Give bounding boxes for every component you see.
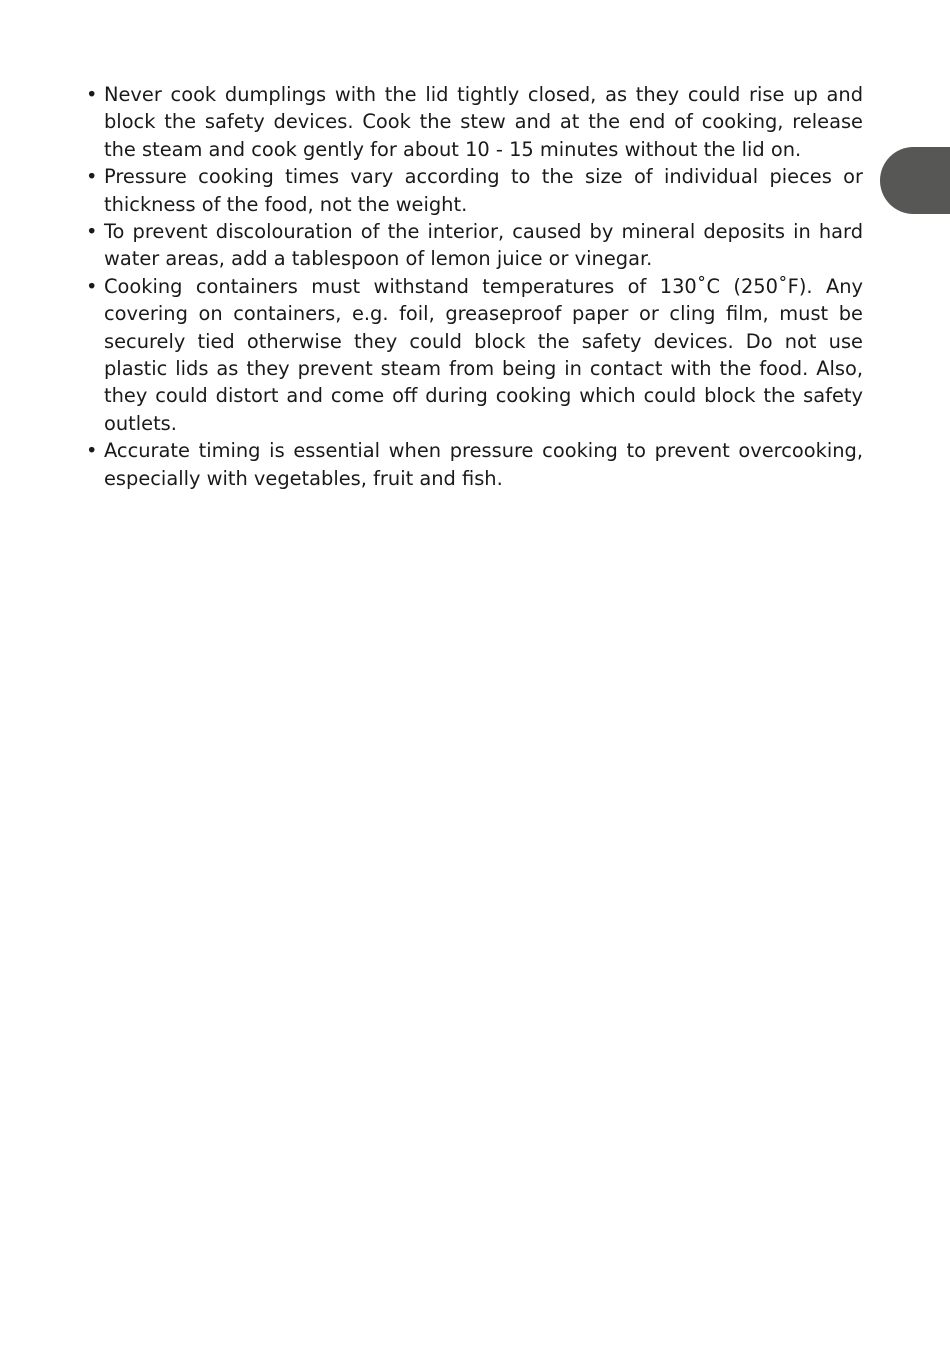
bullet-item-cooking-times (86, 163, 863, 218)
bullet-text: Pressure cooking times vary according to the size of individual pieces or thickness of the food, not the weight. (104, 165, 863, 216)
bullet-text: To prevent discolouration of the interior, caused by mineral deposits in hard water areas, add a tablespoon of lemon juice or vinegar. (104, 220, 863, 271)
bullet-dot: • (86, 439, 98, 463)
bullet-dot: • (86, 165, 98, 189)
bullet-item-dumplings (86, 81, 863, 163)
bullet-dot: • (86, 220, 98, 244)
bullet-item-containers (86, 273, 863, 437)
bullet-text: Accurate timing is essential when pressure cooking to prevent overcooking, especially with vegetables, fruit and fish. (104, 439, 863, 490)
bullet-dot: • (86, 274, 98, 298)
bullet-dot: • (86, 83, 98, 106)
safety-bullet-list (86, 81, 863, 492)
section-side-tab (880, 147, 950, 214)
bullet-text: Never cook dumplings with the lid tightly closed, as they could rise up and block the safety devices. Cook the stew and at the end of cooking, release the steam and cook gently for about 10 - 15 minutes without the lid on. (104, 83, 863, 161)
bullet-item-timing (86, 437, 863, 492)
bullet-text: Cooking containers must withstand temperatures of 130˚C (250˚F). Any covering on containers, e.g. foil, greaseproof paper or cling film, must be securely tied otherwise they could block the safety devices. Do not use plastic lids as they prevent steam from being in contact with the food. Also, they could distort and come off during cooking which could block the safety outlets. (104, 274, 863, 435)
bullet-item-discolouration (86, 218, 863, 273)
